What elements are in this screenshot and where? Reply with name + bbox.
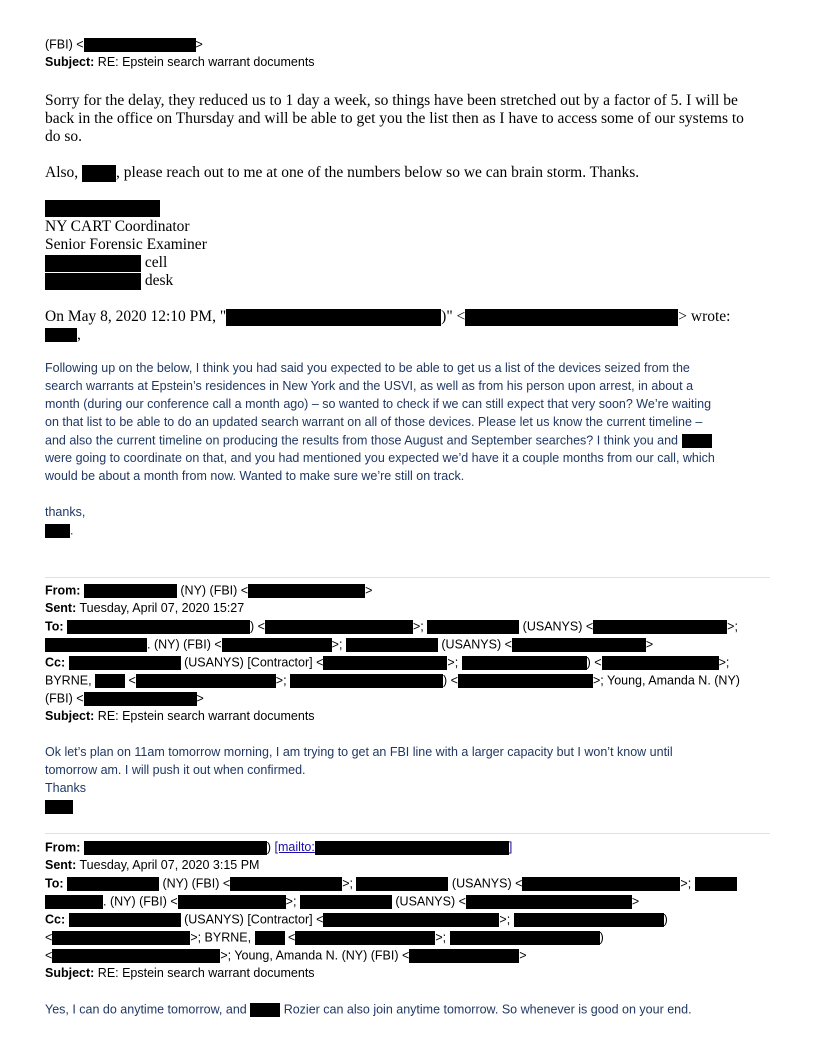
redaction — [45, 255, 141, 272]
message2-line: on that list to be able to do an updated search warrant on all of those devices. Please let us know the current timeline – — [45, 415, 703, 429]
email4-cc-line1: Cc: (USANYS) [Contractor] < >; ) — [45, 912, 668, 927]
redaction — [95, 674, 125, 688]
reply-para1-line3: do so. — [45, 128, 83, 145]
redaction — [465, 309, 678, 326]
redaction — [522, 877, 680, 891]
redaction — [250, 1003, 280, 1017]
message2-line: would be about a month from now. Wanted to make sure we’re still on track. — [45, 469, 465, 483]
redaction — [512, 638, 646, 652]
redaction — [450, 931, 600, 945]
email3-to-line2: . (NY) (FBI) < >; (USANYS) < > — [45, 638, 653, 652]
divider — [45, 577, 770, 578]
header1-from-line: (FBI) < > — [45, 37, 203, 52]
redaction — [136, 674, 276, 688]
message2-thanks: thanks, — [45, 505, 86, 519]
redaction — [84, 692, 197, 706]
redaction — [45, 524, 70, 538]
redaction — [45, 638, 147, 652]
redaction — [290, 674, 443, 688]
reply-para2: Also, , please reach out to me at one of the numbers below so we can brain storm. Thanks. — [45, 164, 640, 182]
redaction — [84, 38, 196, 52]
redaction — [593, 620, 727, 634]
redaction — [427, 620, 519, 634]
signature-cell: cell — [45, 255, 167, 272]
redaction — [458, 674, 593, 688]
redaction — [52, 931, 190, 945]
email4-subject: Subject: RE: Epstein search warrant documents — [45, 966, 315, 980]
message2-line: Following up on the below, I think you had said you expected to be able to get us a list of the devices seized from the — [45, 361, 690, 375]
quote-header-line2: , — [45, 327, 81, 343]
message2-line: and also the current timeline on producing the results from those August and September searches? I think you and — [45, 434, 712, 448]
redaction — [466, 895, 632, 909]
redaction — [265, 620, 413, 634]
mailto-link[interactable]: [mailto: ] — [274, 840, 513, 855]
redaction — [300, 895, 392, 909]
redaction — [45, 200, 160, 217]
redaction — [84, 841, 267, 855]
email3-from: From: (NY) (FBI) < > — [45, 583, 373, 598]
redaction — [514, 913, 664, 927]
email3-cc-line1: Cc: (USANYS) [Contractor] < >; ) < >; — [45, 655, 730, 670]
redaction — [323, 656, 447, 670]
email4-from: From: ) [mailto: ] — [45, 840, 513, 855]
redaction — [226, 309, 441, 326]
redaction — [315, 841, 509, 855]
email3-body-line1: Ok let’s plan on 11am tomorrow morning, I am trying to get an FBI line with a larger capacity but I won’t know until — [45, 745, 673, 759]
redaction — [178, 895, 286, 909]
redaction — [82, 165, 116, 182]
redaction — [323, 913, 499, 927]
reply-para1-line1: Sorry for the delay, they reduced us to 1 day a week, so things have been stretched out by a factor of 5. I will be — [45, 92, 738, 109]
header1-subject-line: Subject: RE: Epstein search warrant documents — [45, 55, 315, 69]
redaction — [682, 434, 712, 448]
redaction — [45, 895, 103, 909]
redaction — [295, 931, 435, 945]
redaction — [462, 656, 587, 670]
email3-body-line2: tomorrow am. I will push it out when confirmed. — [45, 763, 306, 777]
email4-body: Yes, I can do anytime tomorrow, and Rozier can also join anytime tomorrow. So whenever is good on your end. — [45, 1002, 692, 1017]
redaction — [230, 877, 342, 891]
email3-body-line3: Thanks — [45, 781, 86, 795]
email4-to-line1: To: (NY) (FBI) < >; (USANYS) < >; — [45, 877, 737, 891]
divider — [45, 833, 770, 834]
signature-title2: Senior Forensic Examiner — [45, 236, 207, 253]
signature-title1: NY CART Coordinator — [45, 218, 190, 235]
redaction — [45, 800, 73, 814]
redaction — [84, 584, 177, 598]
email3-subject: Subject: RE: Epstein search warrant documents — [45, 709, 315, 723]
email4-cc-line2: < >; BYRNE, < >; ) — [45, 930, 604, 945]
signature-name — [45, 200, 160, 217]
message2-signoff: . — [45, 524, 73, 538]
redaction — [602, 656, 719, 670]
email3-signoff — [45, 800, 73, 814]
email3-cc-line2: BYRNE, < >; ) < >; Young, Amanda N. (NY) — [45, 673, 740, 688]
email3-cc-line3: (FBI) < > — [45, 691, 204, 706]
redaction — [45, 273, 141, 290]
email4-to-line2: . (NY) (FBI) < >; (USANYS) < > — [45, 895, 639, 909]
email4-cc-line3: < >; Young, Amanda N. (NY) (FBI) < > — [45, 948, 527, 963]
redaction — [67, 620, 250, 634]
redaction — [222, 638, 332, 652]
signature-desk: desk — [45, 273, 173, 290]
redaction — [346, 638, 438, 652]
message2-line: were going to coordinate on that, and you had mentioned you expected we’d have it a couple months from our call, which — [45, 451, 715, 465]
redaction — [69, 913, 181, 927]
redaction — [356, 877, 448, 891]
message2-line: search warrants at Epstein’s residences in New York and the USVI, as well as from his person upon arrest, in about a — [45, 379, 694, 393]
redaction — [255, 931, 285, 945]
quote-header: On May 8, 2020 12:10 PM, " )" < > wrote: — [45, 308, 731, 326]
redaction — [248, 584, 365, 598]
email4-sent: Sent: Tuesday, April 07, 2020 3:15 PM — [45, 858, 260, 872]
email3-sent: Sent: Tuesday, April 07, 2020 15:27 — [45, 601, 245, 615]
redaction — [695, 877, 737, 891]
redaction — [52, 949, 220, 963]
message2-line: month (during our conference call a month ago) – so wanted to check if we can still expect that very soon? We’re waiting — [45, 397, 712, 411]
redaction — [69, 656, 181, 670]
redaction — [409, 949, 519, 963]
email3-to-line1: To: ) < >; (USANYS) < >; — [45, 619, 738, 634]
redaction — [67, 877, 159, 891]
redaction — [45, 328, 77, 342]
reply-para1-line2: back in the office on Thursday and will be able to get you the list then as I have to access some of our systems to — [45, 110, 744, 127]
